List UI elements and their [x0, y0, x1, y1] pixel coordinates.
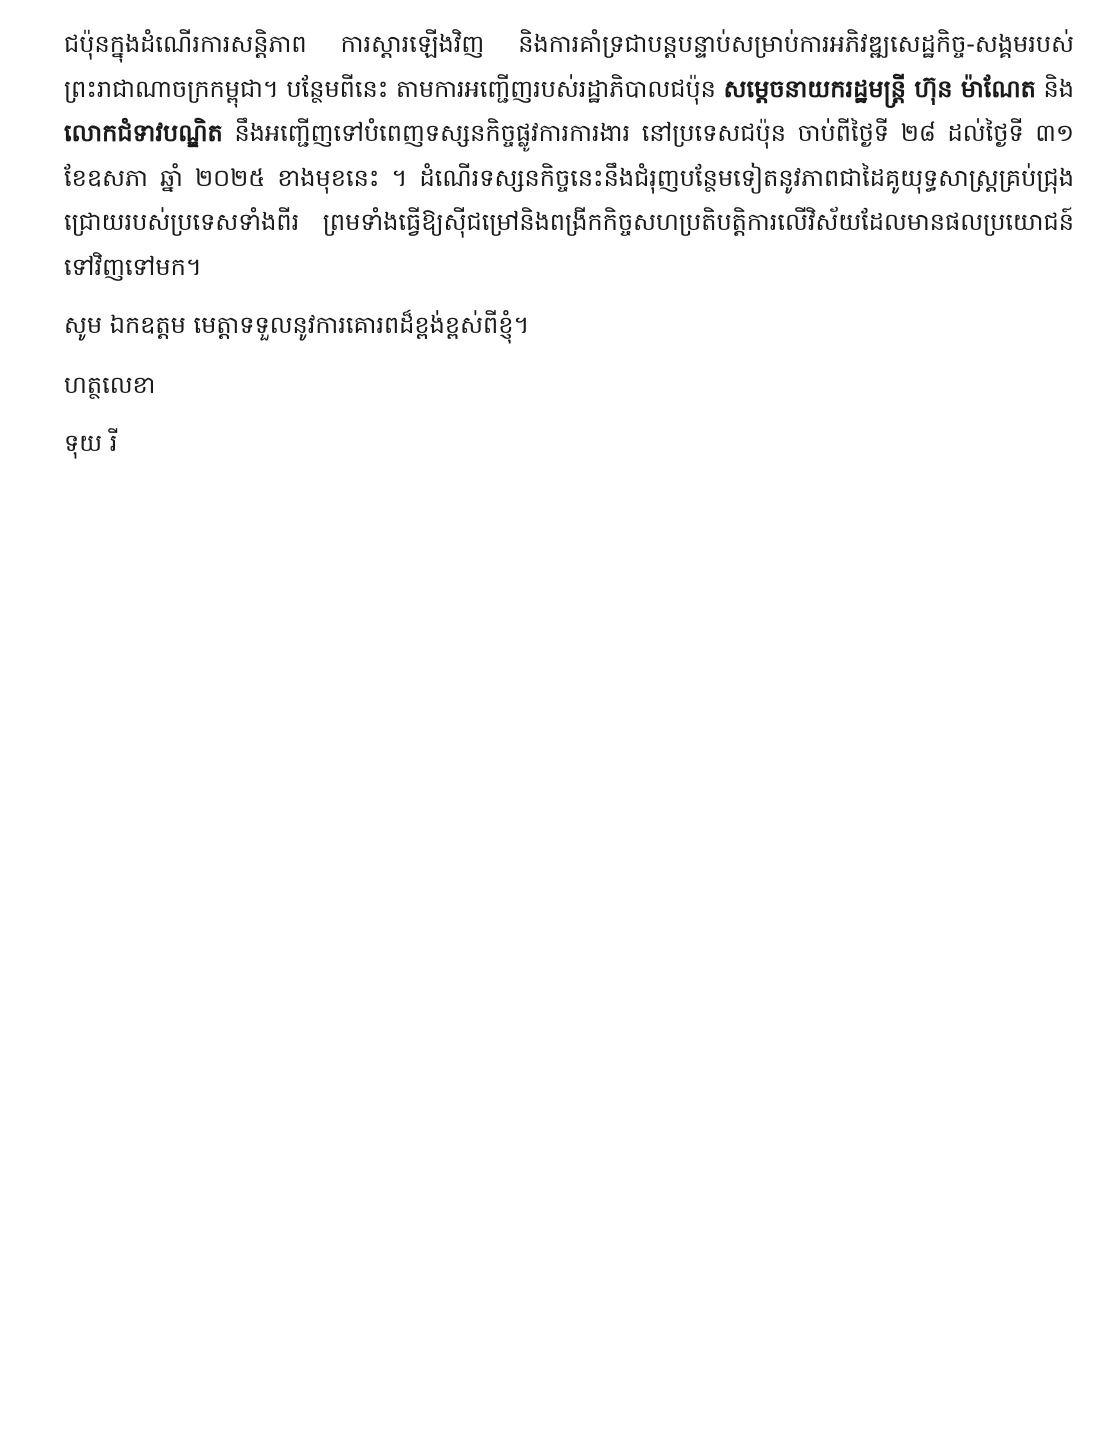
body-text-part2: និង: [1035, 74, 1075, 103]
letter-body-paragraph: [64, 22, 1074, 289]
signer-name: ទុយ រី: [64, 429, 118, 457]
spouse-name: លោកជំទាវបណ្ឌិត: [64, 119, 223, 147]
letter-page: [64, 22, 1074, 461]
prime-minister-name: សម្តេចនាយករដ្ឋមន្ត្រី ហ៊ុន ម៉ាណែត: [723, 74, 1036, 103]
body-text-part3: នឹងអញ្ជើញទៅបំពេញទស្សនកិច្ចផ្លូវការការងារ នៅប្រទេសជប៉ុន ចាប់ពីថ្ងៃទី ២៨ ដល់ថ្ងៃទី ៣១ ខែឧសភា ឆ្នាំ ២០២៥ ខាងមុខនេះ ។ ដំណើរទស្សនកិច្ចនេះនឹងជំរុញបន្ថែមទៀតនូវភាពជាដៃគូយុទ្ធសាស្ត្រគ្រប់ជ្រុងជ្រោយរបស់ប្រទេសទាំងពីរ ព្រមទាំងធ្វើឱ្យស៊ីជម្រៅនិងពង្រីកកិច្ចសហប្រតិបត្តិការលើវិស័យដែលមានផលប្រយោជន៍ទៅវិញទៅមក។: [64, 119, 1074, 281]
signoff-label: ហត្ថលេខា: [64, 371, 156, 399]
body-text-part1: ជប៉ុនក្នុងដំណើរការសន្តិភាព ការស្តារឡើងវិញ និងការគាំទ្រជាបន្តបន្ទាប់សម្រាប់ការអភិវឌ្ឍសេដ្ឋកិច្ច-សង្គមរបស់ព្រះរាជាណាចក្រកម្ពុជា។ បន្ថែមពីនេះ តាមការអញ្ជើញរបស់រដ្ឋាភិបាលជប៉ុន: [64, 30, 1074, 103]
closing-line: សូម ឯកឧត្តម មេត្តាទទួលនូវការគោរពដ៏ខ្ពង់ខ្ពស់ពីខ្ញុំ។: [64, 311, 530, 339]
